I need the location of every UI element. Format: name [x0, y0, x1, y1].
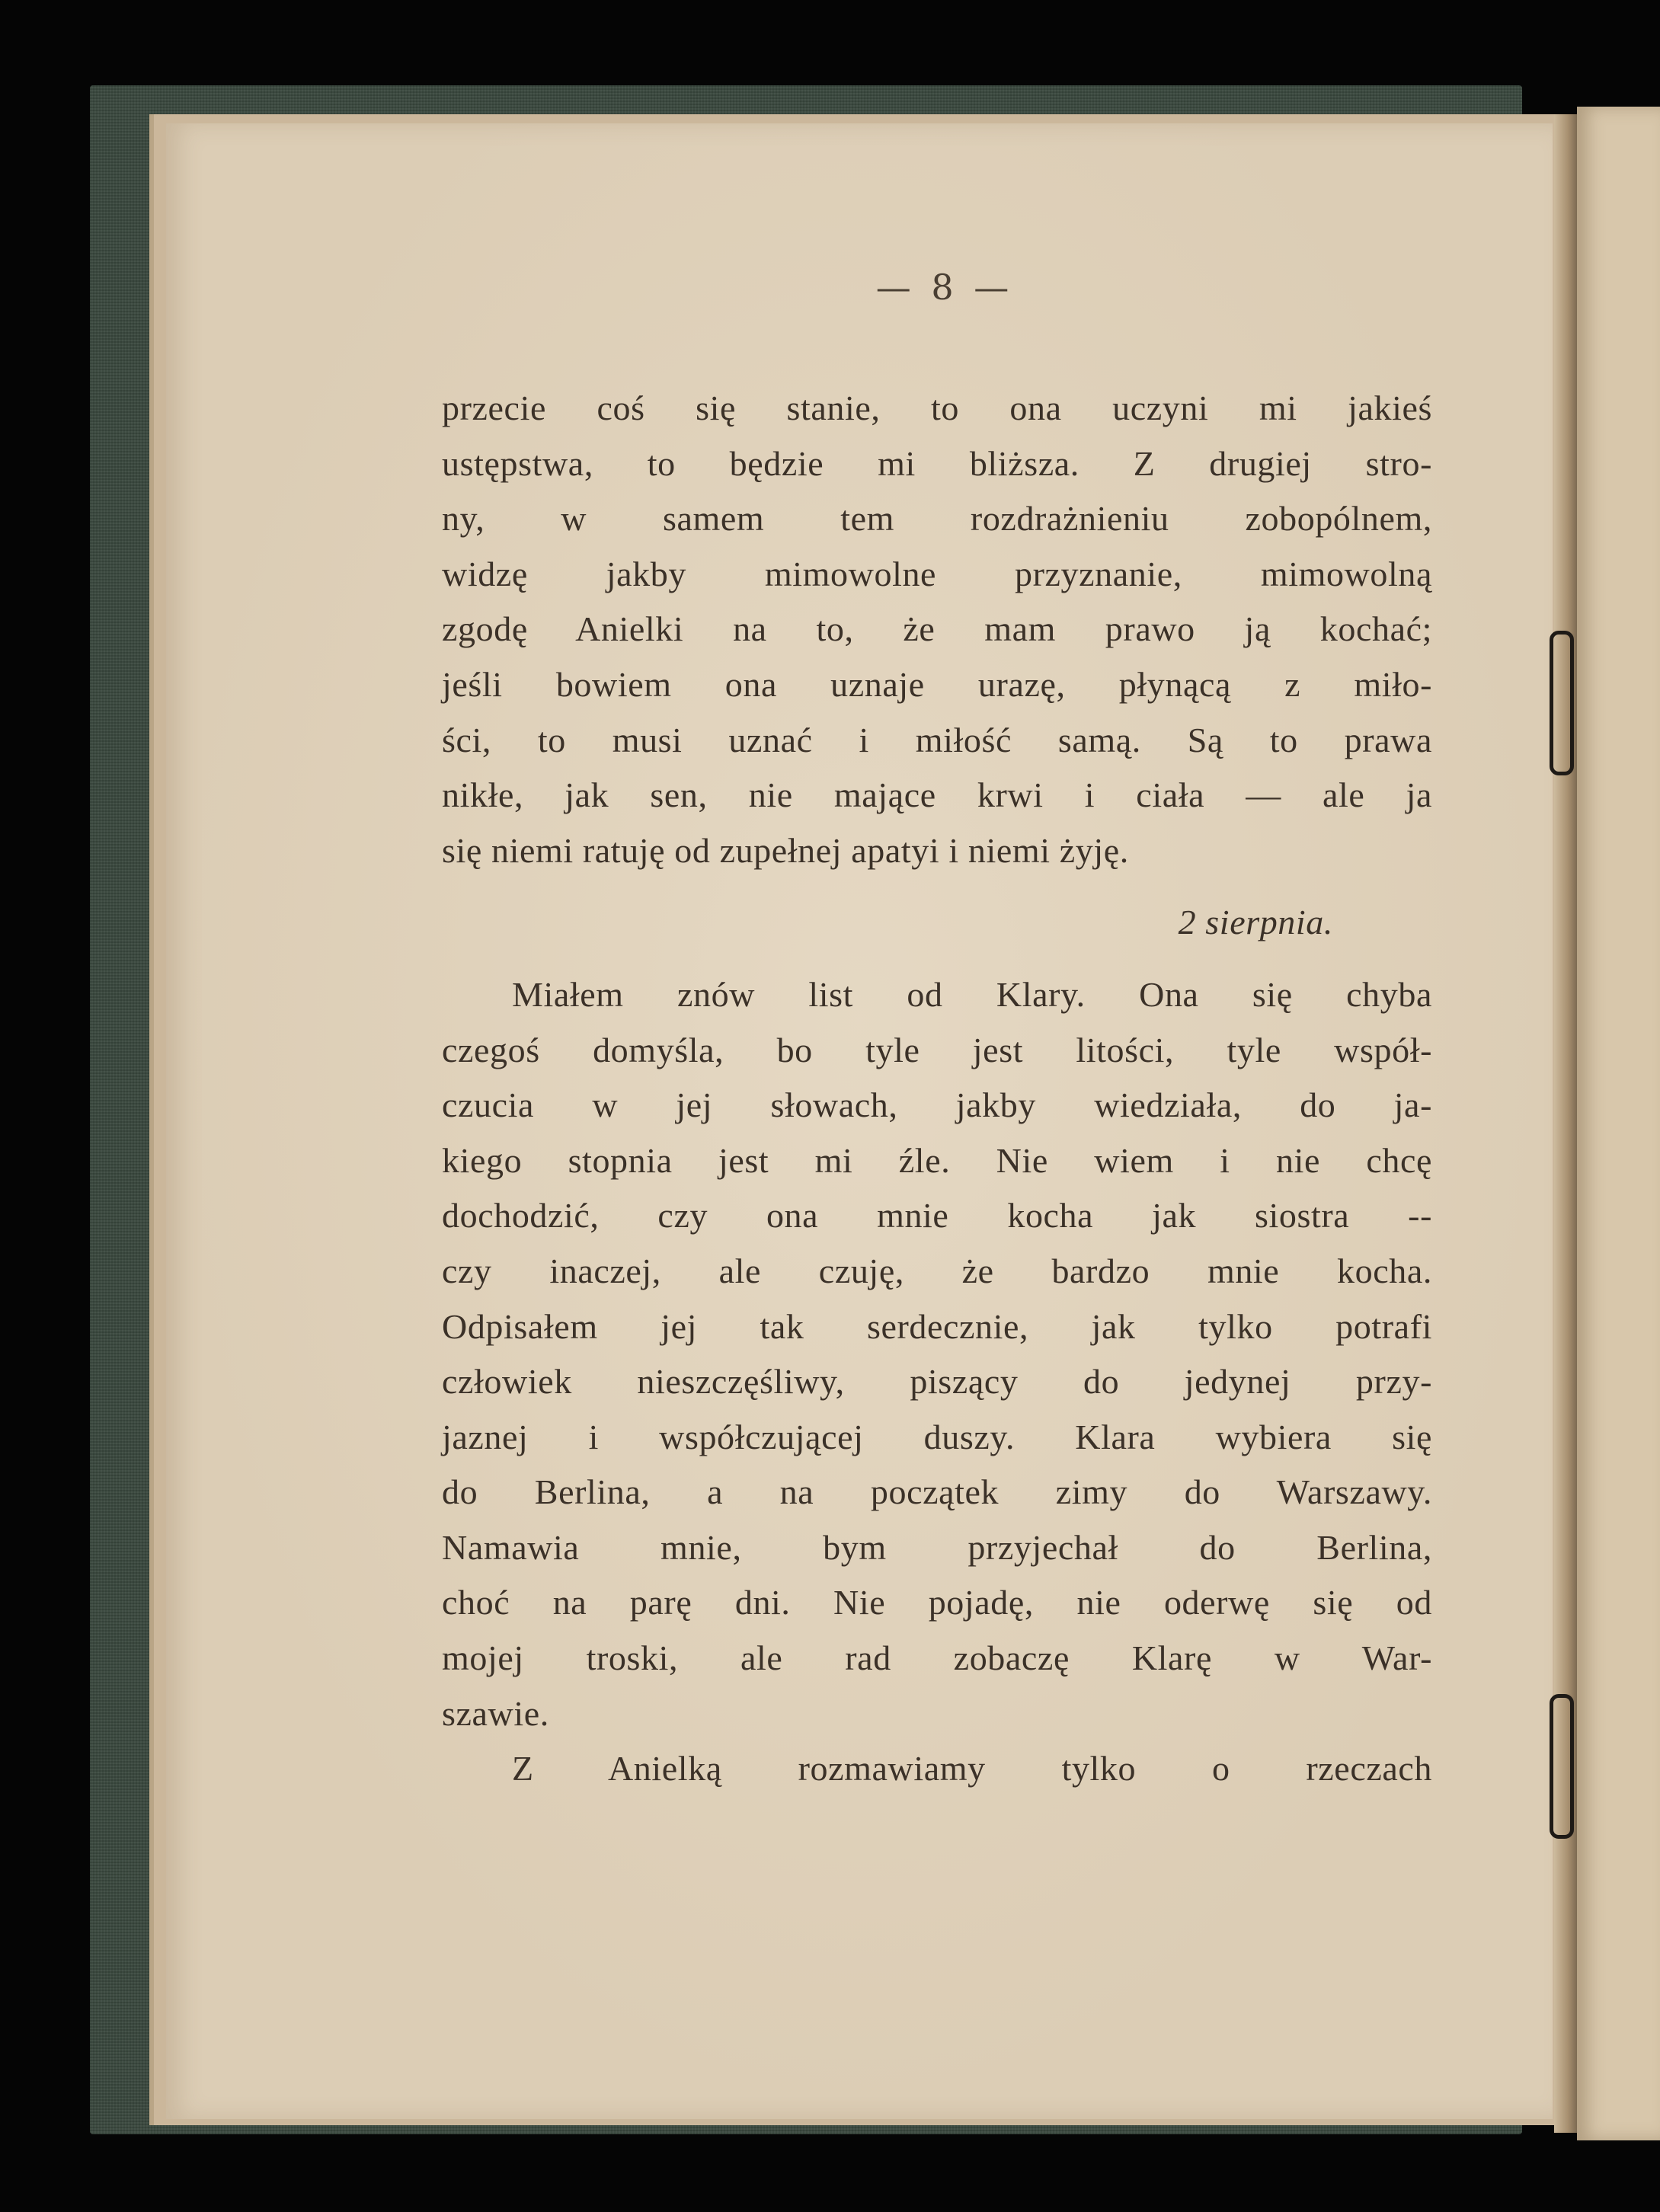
- text-line: do Berlina, a na początek zimy do Warszawy.: [442, 1472, 1432, 1512]
- text-line: jeśli bowiem ona uznaje urazę, płynącą z miło-: [442, 664, 1432, 704]
- text-line: kiego stopnia jest mi źle. Nie wiem i nie chcę: [442, 1140, 1432, 1180]
- facing-page-edge: [1577, 107, 1660, 2140]
- binding-stitch-bottom: [1550, 1694, 1574, 1839]
- text-line: ści, to musi uznać i miłość samą. Są to prawa: [442, 720, 1432, 759]
- text-line: czucia w jej słowach, jakby wiedziała, do ja-: [442, 1085, 1432, 1125]
- text-line: ny, w samem tem rozdrażnieniu zobopólnem,: [442, 499, 1432, 539]
- text-line: Odpisałem jej tak serdecznie, jak tylko potrafi: [442, 1306, 1432, 1346]
- text-line: Miałem znów list od Klary. Ona się chyba: [512, 974, 1432, 1014]
- page-text: [442, 381, 1432, 1797]
- text-line: szawie.: [442, 1693, 549, 1733]
- text-line: jaznej i współczującej duszy. Klara wybiera się: [442, 1417, 1432, 1456]
- text-line: się niemi ratuję od zupełnej apatyi i niemi żyję.: [442, 830, 1129, 870]
- text-line: przecie coś się stanie, to ona uczyni mi jakieś: [442, 388, 1432, 427]
- text-line: czy inaczej, ale czuję, że bardzo mnie kocha.: [442, 1251, 1432, 1290]
- text-line: zgodę Anielki na to, że mam prawo ją kochać;: [442, 609, 1432, 649]
- text-line: mojej troski, ale rad zobaczę Klarę w War-: [442, 1638, 1432, 1678]
- text-line: człowiek nieszczęśliwy, piszący do jedynej przy-: [442, 1362, 1432, 1402]
- entry-date: 2 sierpnia.: [1178, 903, 1333, 942]
- text-line: ustępstwa, to będzie mi bliższa. Z drugiej stro-: [442, 443, 1432, 483]
- text-line: czegoś domyśla, bo tyle jest litości, tyle współ-: [442, 1030, 1432, 1069]
- text-line: dochodzić, czy ona mnie kocha jak siostra --: [442, 1196, 1432, 1235]
- text-line: choć na parę dni. Nie pojadę, nie oderwę się od: [442, 1583, 1432, 1622]
- text-line: widzę jakby mimowolne przyznanie, mimowolną: [442, 554, 1432, 593]
- page-number: — 8 —: [875, 267, 1014, 308]
- binding-stitch-top: [1550, 631, 1574, 775]
- text-line: Namawia mnie, bym przyjechał do Berlina,: [442, 1527, 1432, 1567]
- text-line: nikłe, jak sen, nie mające krwi i ciała — ale ja: [442, 775, 1432, 815]
- text-line: Z Anielką rozmawiamy tylko o rzeczach: [512, 1749, 1432, 1788]
